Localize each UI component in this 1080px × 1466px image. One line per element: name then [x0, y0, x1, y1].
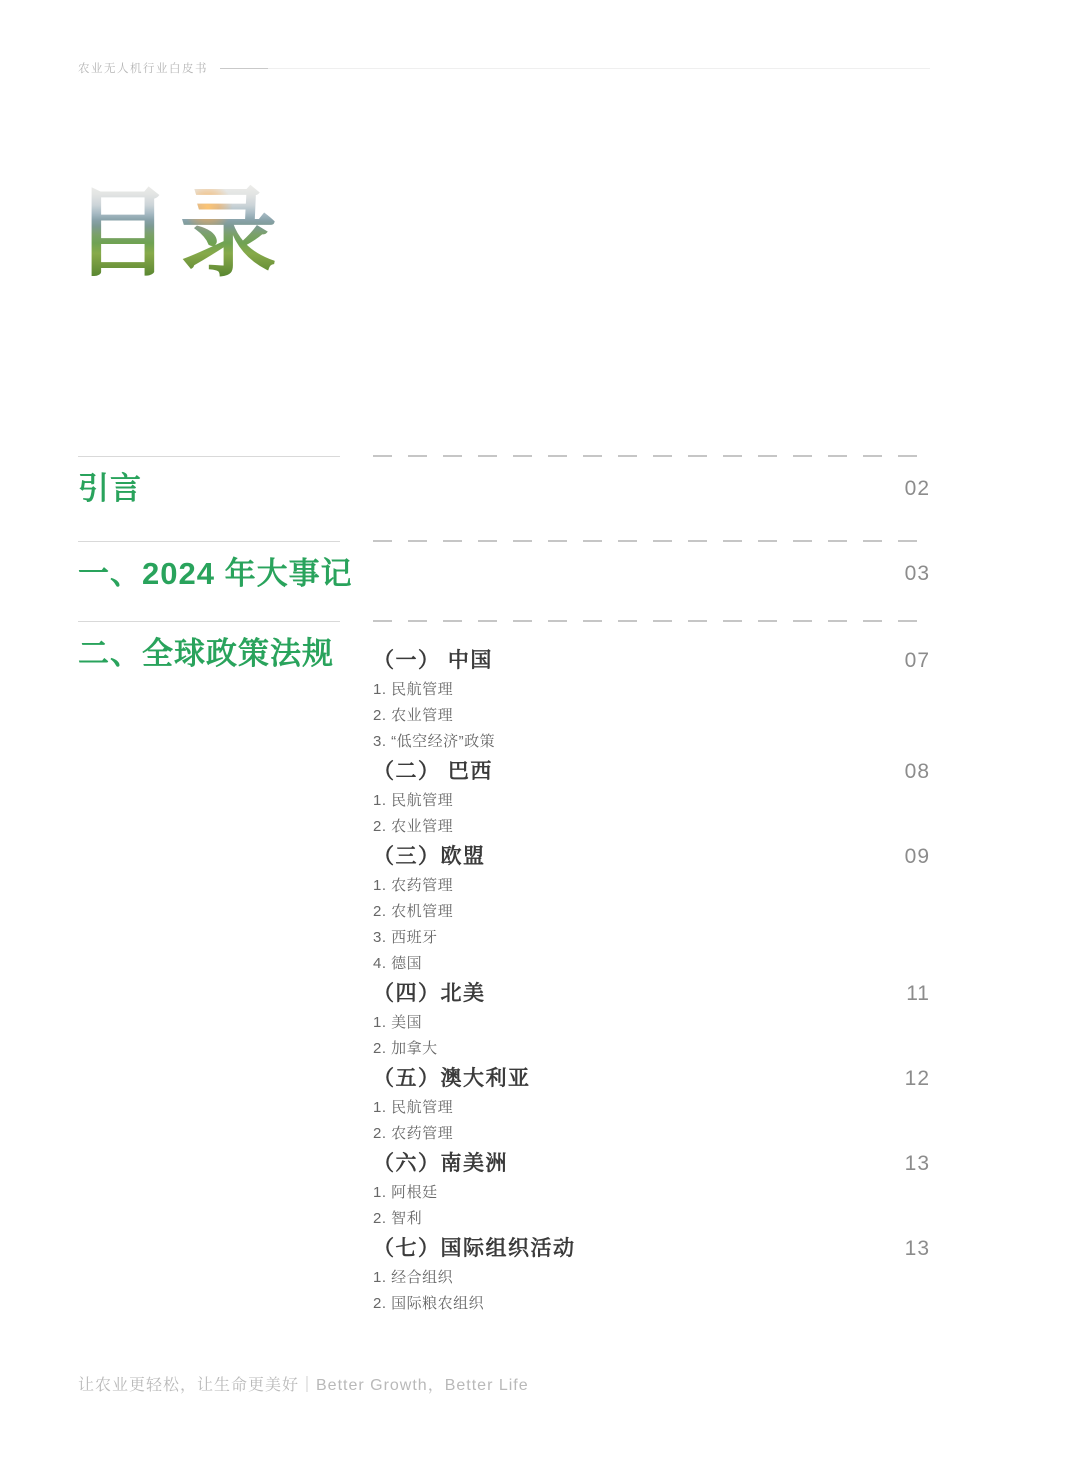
- page-number: 12: [904, 1067, 930, 1090]
- toc-section: [373, 843, 930, 977]
- toc-section-heading: [373, 758, 930, 786]
- toc-section-title: （二） 巴西: [373, 760, 493, 783]
- page-number: 02: [904, 477, 930, 500]
- toc-section-title: （四）北美: [373, 982, 486, 1005]
- leader-solid: [78, 456, 340, 457]
- toc-entry-label: 引言: [78, 471, 142, 506]
- toc-subitem: 3. “低空经济”政策: [373, 733, 496, 750]
- toc-section-heading: [373, 843, 930, 871]
- toc-section: [373, 647, 930, 755]
- toc-subitem: 1. 农药管理: [373, 877, 454, 894]
- leader-solid: [78, 541, 340, 542]
- toc-subitem: 2. 农业管理: [373, 818, 454, 835]
- toc-subitem: 2. 智利: [373, 1210, 423, 1227]
- toc-subitem: 2. 农药管理: [373, 1125, 454, 1142]
- toc-entry-label: 二、全球政策法规: [78, 636, 334, 671]
- toc-subitem: 2. 国际粮农组织: [373, 1295, 485, 1312]
- toc-section: [373, 980, 930, 1062]
- leader-solid: [78, 621, 340, 622]
- toc-sections: [373, 622, 930, 1317]
- toc-section-title: （一） 中国: [373, 649, 493, 672]
- running-header: [78, 60, 930, 76]
- toc-subitem: 2. 农业管理: [373, 707, 454, 724]
- toc-subitem: 4. 德国: [373, 955, 423, 972]
- toc-section-heading: [373, 980, 930, 1008]
- footer-tagline: 让农业更轻松，让生命更美好｜Better Growth，Better Life: [78, 1377, 529, 1394]
- page-number: 11: [906, 982, 930, 1005]
- toc-entry-label: 一、2024 年大事记: [78, 556, 353, 591]
- toc-subitem: 1. 经合组织: [373, 1269, 454, 1286]
- page-number: 03: [904, 562, 930, 585]
- page-number: 13: [904, 1152, 930, 1175]
- toc-subitem: 1. 美国: [373, 1014, 423, 1031]
- page-title: 目录: [74, 179, 286, 288]
- toc-subitem: 3. 西班牙: [373, 929, 438, 946]
- toc-subitem: 1. 民航管理: [373, 792, 454, 809]
- toc-subitem: 1. 民航管理: [373, 681, 454, 698]
- toc-section: [373, 758, 930, 840]
- page-number: 13: [904, 1237, 930, 1260]
- toc-section-title: （七）国际组织活动: [373, 1237, 576, 1260]
- toc-section-title: （三）欧盟: [373, 845, 486, 868]
- toc-section-heading: [373, 647, 930, 675]
- page-number: 08: [904, 760, 930, 783]
- toc-subitem: 2. 农机管理: [373, 903, 454, 920]
- header-rule-dark: [220, 68, 268, 69]
- toc-section: [373, 1235, 930, 1317]
- page-number: 07: [904, 649, 930, 672]
- toc-section-title: （五）澳大利亚: [373, 1067, 531, 1090]
- running-header-label: 农业无人机行业白皮书: [78, 63, 208, 75]
- toc-section: [373, 1065, 930, 1147]
- toc-subitem: 1. 阿根廷: [373, 1184, 438, 1201]
- header-rule-light: [268, 68, 930, 69]
- toc-section-heading: [373, 1065, 930, 1093]
- toc-entry-policy: [78, 620, 930, 1317]
- toc-section-heading: [373, 1150, 930, 1178]
- toc-section: [373, 1150, 930, 1232]
- page-number: 09: [904, 845, 930, 868]
- toc-section-title: （六）南美洲: [373, 1152, 508, 1175]
- toc-entry-intro: [78, 455, 930, 511]
- toc-subitem: 2. 加拿大: [373, 1040, 438, 1057]
- toc-subitem: 1. 民航管理: [373, 1099, 454, 1116]
- toc-entry-events: [78, 540, 930, 596]
- toc-section-heading: [373, 1235, 930, 1263]
